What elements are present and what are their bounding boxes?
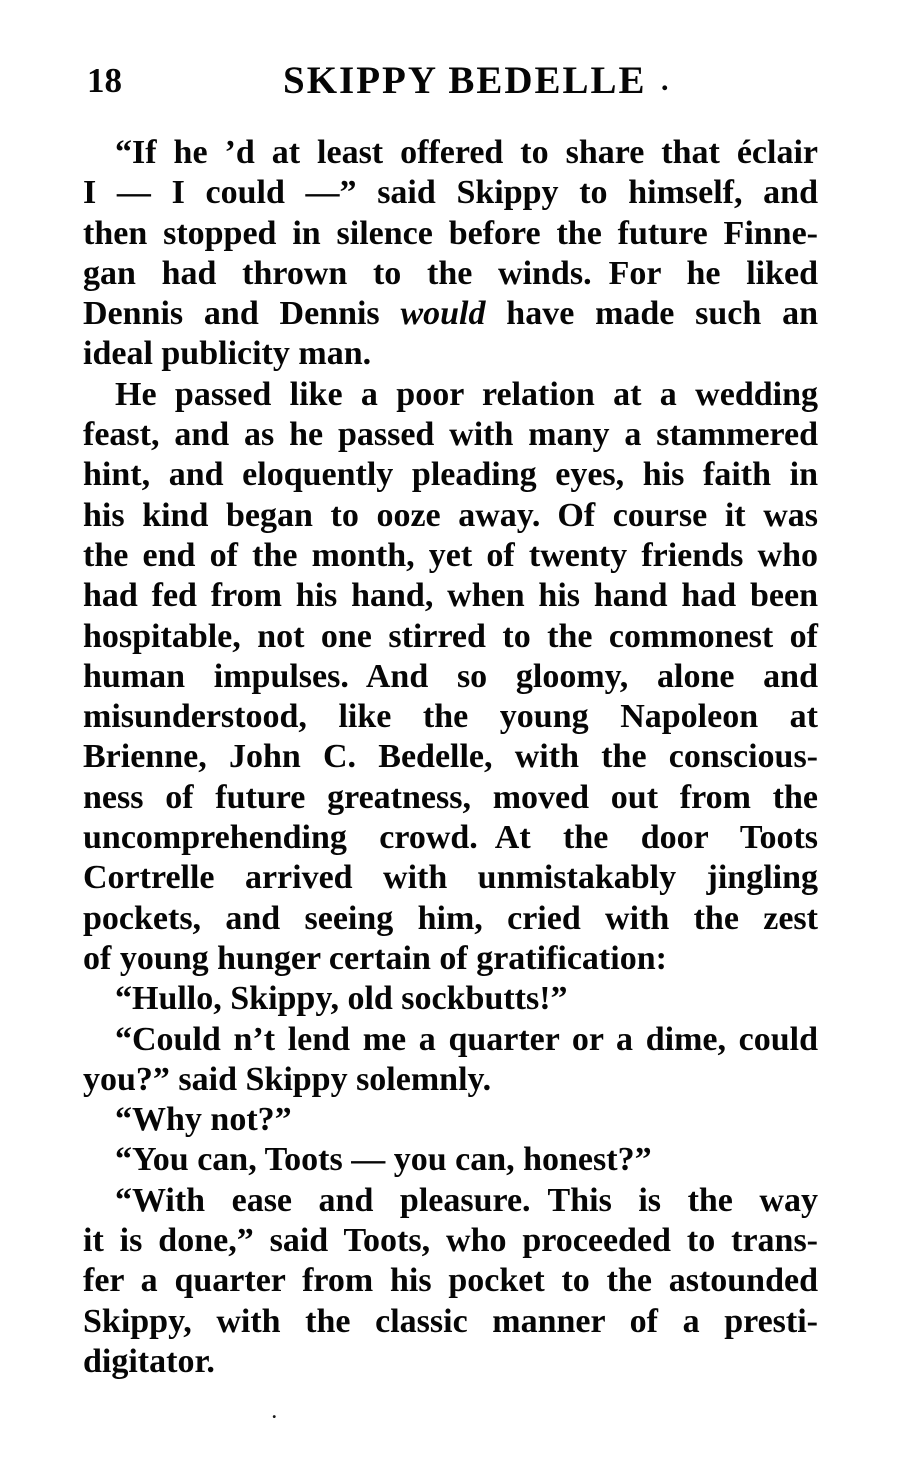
text-segment: “If he ’d at least offered to share that éclair bbox=[115, 134, 818, 171]
title-period-artifact: . bbox=[661, 64, 669, 97]
text-line bbox=[83, 1342, 818, 1382]
text-segment: then stopped in silence before the future Finne- bbox=[83, 214, 818, 252]
text-line bbox=[83, 415, 818, 455]
text-segment: “Hullo, Skippy, old sockbutts!” bbox=[115, 980, 568, 1018]
text-line bbox=[83, 818, 818, 858]
running-title: SKIPPY BEDELLE bbox=[283, 59, 647, 102]
paragraph bbox=[83, 1181, 818, 1382]
text-line bbox=[83, 899, 818, 939]
page-number: 18 bbox=[87, 61, 122, 100]
text-segment: of young hunger certain of gratification: bbox=[83, 939, 667, 977]
text-line bbox=[83, 536, 818, 576]
text-segment: the end of the month, yet of twenty friends who bbox=[83, 536, 818, 574]
text-segment: had fed from his hand, when his hand had been bbox=[83, 577, 818, 615]
scan-speck-artifact: . bbox=[272, 1402, 277, 1422]
text-line bbox=[83, 1302, 818, 1342]
text-segment: uncomprehending crowd. At the door Toots bbox=[83, 819, 818, 857]
text-segment: fer a quarter from his pocket to the astounded bbox=[83, 1262, 818, 1300]
paragraph bbox=[83, 1020, 818, 1101]
text-line bbox=[83, 1261, 818, 1301]
text-line bbox=[83, 254, 818, 294]
text-line bbox=[83, 697, 818, 737]
text-segment: Skippy, with the classic manner of a presti- bbox=[83, 1302, 818, 1340]
text-segment: feast, and as he passed with many a stammered bbox=[83, 416, 818, 454]
text-line bbox=[83, 778, 818, 818]
italic-text: would bbox=[400, 295, 486, 333]
text-line bbox=[83, 173, 818, 213]
text-line bbox=[83, 858, 818, 898]
text-segment: gan had thrown to the winds. For he liked bbox=[83, 254, 818, 292]
page-header bbox=[0, 61, 900, 101]
text-segment: He passed like a poor relation at a wedding bbox=[115, 375, 818, 413]
page-body bbox=[83, 133, 818, 1382]
paragraph bbox=[83, 979, 818, 1019]
text-segment: pockets, and seeing him, cried with the zest bbox=[83, 899, 818, 937]
text-segment: “With ease and pleasure. This is the way bbox=[115, 1181, 818, 1219]
text-segment: Brienne, John C. Bedelle, with the conscious- bbox=[83, 738, 818, 776]
text-line bbox=[83, 1140, 818, 1180]
text-segment: “You can, Toots — you can, honest?” bbox=[115, 1141, 652, 1179]
text-line bbox=[83, 576, 818, 616]
text-line bbox=[83, 617, 818, 657]
text-segment: I — I could —” said Skippy to himself, and bbox=[83, 174, 818, 212]
text-segment: Dennis and Dennis bbox=[83, 295, 401, 333]
text-line bbox=[83, 1100, 818, 1140]
text-segment: you?” said Skippy solemnly. bbox=[83, 1060, 492, 1098]
text-segment: it is done,” said Toots, who proceeded to trans- bbox=[83, 1222, 818, 1260]
text-segment: “Why not?” bbox=[115, 1101, 292, 1139]
text-segment: hospitable, not one stirred to the commonest of bbox=[83, 617, 818, 655]
text-segment: ness of future greatness, moved out from the bbox=[83, 778, 818, 816]
text-segment: Cortrelle arrived with unmistakably jingling bbox=[83, 859, 818, 897]
text-line bbox=[83, 1020, 818, 1060]
text-line bbox=[83, 737, 818, 777]
text-segment: his kind began to ooze away. Of course it was bbox=[83, 496, 818, 534]
paragraph bbox=[83, 1100, 818, 1140]
text-segment: hint, and eloquently pleading eyes, his faith in bbox=[83, 456, 818, 494]
paragraph bbox=[83, 133, 818, 375]
text-line bbox=[83, 496, 818, 536]
text-line bbox=[83, 294, 818, 334]
text-line bbox=[83, 375, 818, 415]
text-segment: ideal publicity man. bbox=[83, 335, 372, 373]
paragraph bbox=[83, 1140, 818, 1180]
text-line bbox=[83, 657, 818, 697]
text-segment: misunderstood, like the young Napoleon at bbox=[83, 698, 818, 736]
text-line bbox=[83, 1060, 818, 1100]
text-line bbox=[83, 133, 818, 173]
text-segment: “Could n’t lend me a quarter or a dime, could bbox=[115, 1020, 818, 1058]
text-line bbox=[83, 455, 818, 495]
text-line bbox=[83, 979, 818, 1019]
text-line bbox=[83, 1181, 818, 1221]
text-segment: have made such an bbox=[485, 295, 818, 333]
text-line bbox=[83, 334, 818, 374]
text-segment: digitator. bbox=[83, 1342, 215, 1380]
paragraph bbox=[83, 375, 818, 979]
text-line bbox=[83, 1221, 818, 1261]
text-segment: human impulses. And so gloomy, alone and bbox=[83, 657, 818, 695]
text-line bbox=[83, 214, 818, 254]
text-line bbox=[83, 939, 818, 979]
